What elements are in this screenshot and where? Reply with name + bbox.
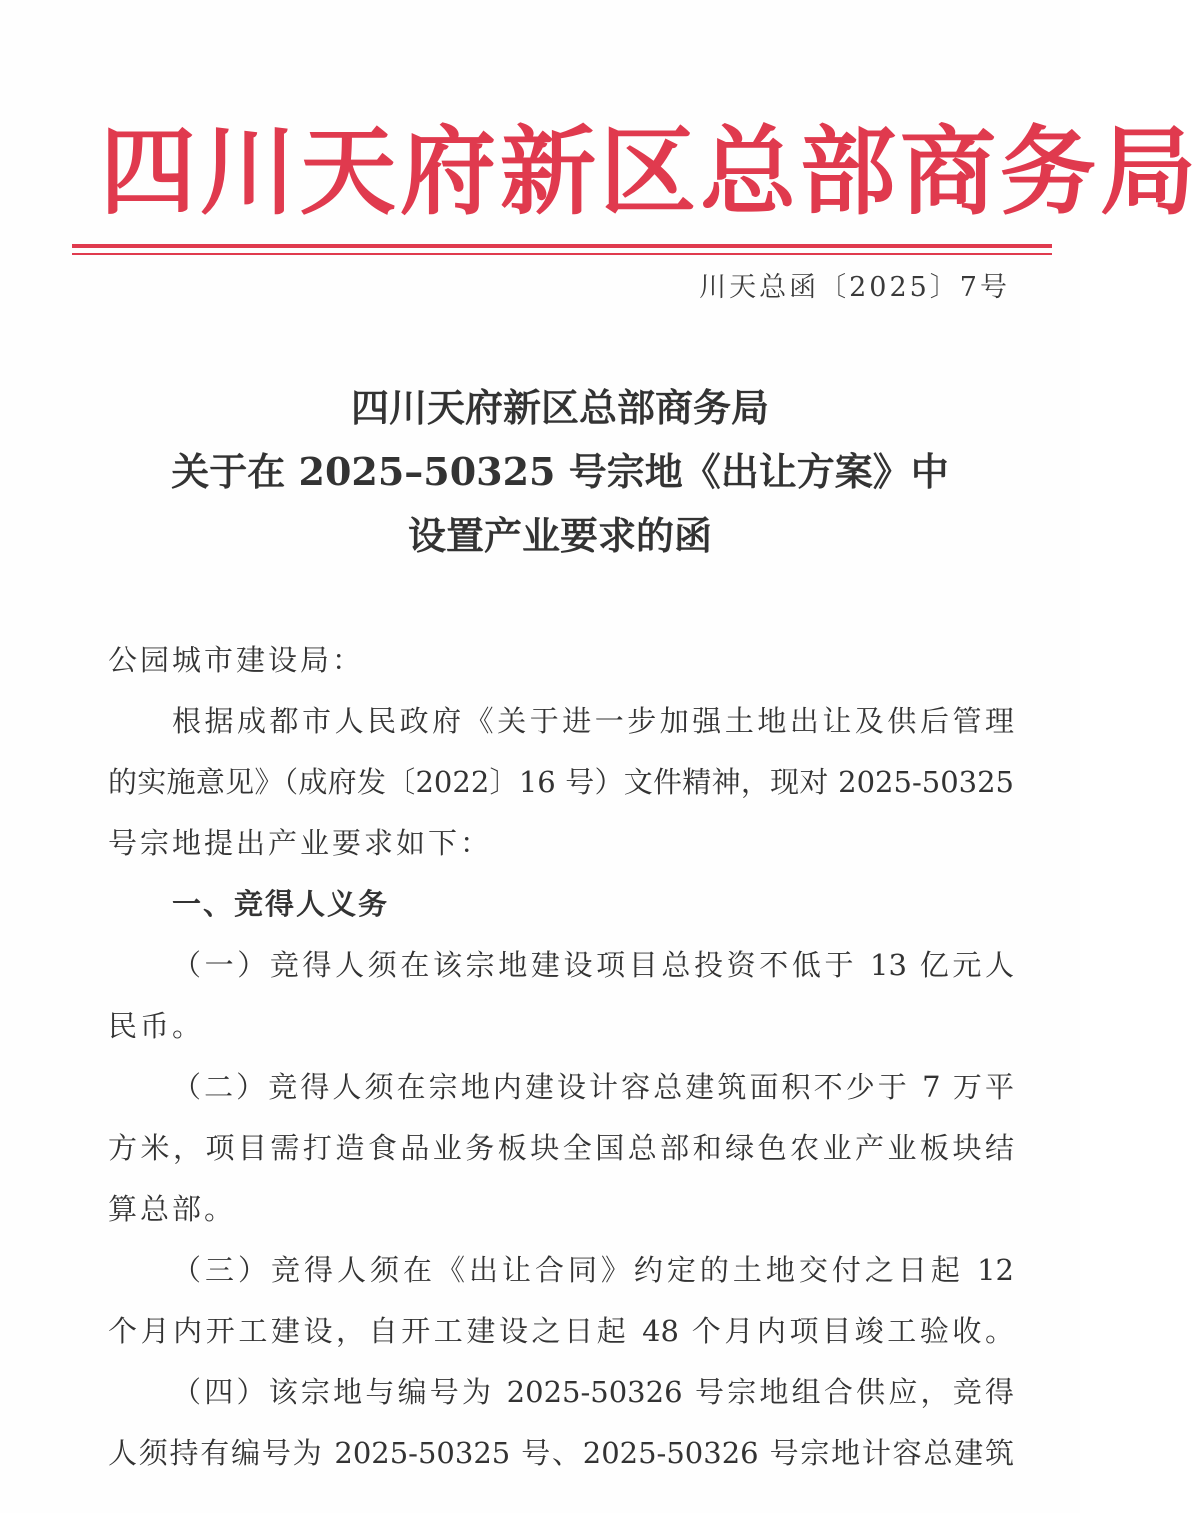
recipient-line: 公园城市建设局：	[108, 643, 365, 677]
document-number: 川天总函〔2025〕7号	[699, 272, 1010, 303]
intro-line-1: 根据成都市人民政府《关于进一步加强土地出让及供后管理	[172, 704, 1014, 738]
title-line-3: 设置产业要求的函	[407, 513, 712, 558]
title-line-1: 四川天府新区总部商务局	[350, 385, 769, 430]
item-1-line-1: （一）竞得人须在该宗地建设项目总投资不低于 13 亿元人	[172, 948, 1014, 982]
document-body	[108, 630, 1014, 1484]
letterhead-org-name: 四川天府新区总部商务局	[100, 116, 1200, 228]
section-heading-obligations: 一、竞得人义务	[172, 887, 390, 921]
item-4-line-2: 人须持有编号为 2025-50325 号、2025-50326 号宗地计容总建筑	[108, 1436, 1014, 1470]
letterhead-red-rule-thin	[72, 253, 1052, 255]
item-2-line-3: 算总部。	[108, 1192, 237, 1226]
document-title	[60, 376, 1060, 568]
intro-line-2: 的实施意见》（成府发〔2022〕16 号）文件精神，现对 2025-50325	[108, 765, 1014, 799]
item-3-line-2: 个月内开工建设，自开工建设之日起 48 个月内项目竣工验收。	[108, 1314, 1014, 1348]
item-2-line-1: （二）竞得人须在宗地内建设计容总建筑面积不少于 7 万平	[172, 1070, 1014, 1104]
item-2-line-2: 方米，项目需打造食品业务板块全国总部和绿色农业产业板块结	[108, 1131, 1014, 1165]
item-3-line-1: （三）竞得人须在《出让合同》约定的土地交付之日起 12	[172, 1253, 1014, 1287]
item-4-line-1: （四）该宗地与编号为 2025-50326 号宗地组合供应，竞得	[172, 1375, 1014, 1409]
letterhead-red-rule-thick	[72, 244, 1052, 248]
intro-line-3: 号宗地提出产业要求如下：	[108, 826, 493, 860]
item-1-line-2: 民币。	[108, 1009, 205, 1043]
title-line-2: 关于在 2025–50325 号宗地《出让方案》中	[171, 449, 949, 494]
